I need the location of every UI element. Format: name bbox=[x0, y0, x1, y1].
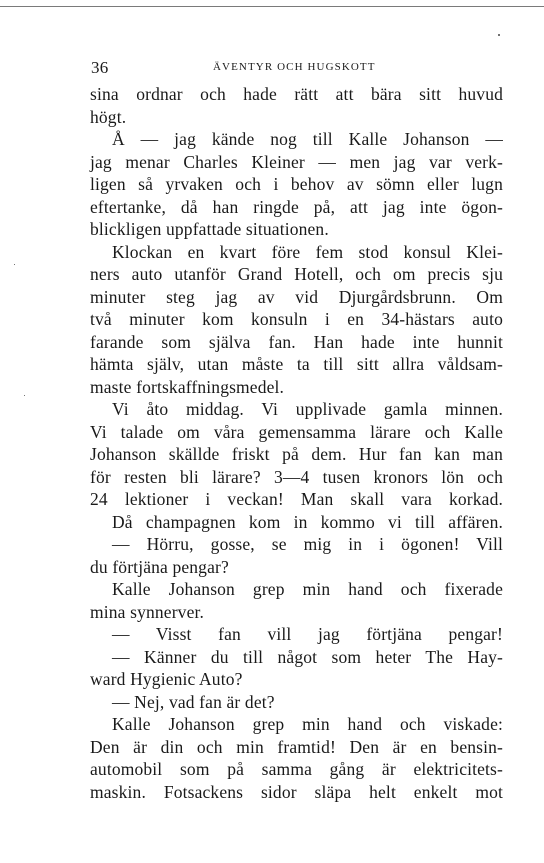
text-line: Vi talade om våra gemensamma lärare och Kalle bbox=[90, 421, 503, 442]
text-line: eftertanke, då han ringde på, att jag inte ögon- bbox=[90, 196, 503, 217]
text-line: ward Hygienic Auto? bbox=[90, 669, 243, 689]
text-line: maste fortskaffningsmedel. bbox=[90, 376, 285, 397]
text-line: du förtjäna pengar? bbox=[90, 556, 229, 577]
text-line: Den är din och min framtid! Den är en bensin- bbox=[90, 736, 503, 757]
text-line: — Visst fan vill jag förtjäna pengar! bbox=[112, 624, 503, 644]
print-speck bbox=[498, 34, 500, 36]
text-line: Kalle Johanson grep min hand och fixerade bbox=[112, 579, 503, 599]
running-title: ÄVENTYR OCH HUGSKOTT bbox=[213, 61, 376, 73]
text-line: två minuter kom konsuln i en 34-hästars auto bbox=[90, 309, 503, 329]
text-line: automobil som på samma gång är elektricitets- bbox=[90, 759, 503, 779]
scan-edge-line bbox=[0, 6, 544, 7]
text-line: 24 lektioner i veckan! Man skall vara korkad. bbox=[90, 489, 503, 509]
text-line: — Hörru, gosse, se mig in i ögonen! Vill bbox=[112, 534, 503, 554]
text-line: farande som själva fan. Han hade inte hunnit bbox=[90, 331, 503, 352]
text-line: ners auto utanför Grand Hotell, och om precis sju bbox=[90, 264, 503, 284]
text-line: hämta själv, utan måste ta till sitt allra våldsam- bbox=[90, 354, 503, 374]
print-speck bbox=[14, 264, 15, 265]
text-line: maskin. Fotsackens sidor släpa helt enkelt mot bbox=[90, 781, 503, 802]
text-line: högt. bbox=[90, 106, 127, 127]
text-line: — Nej, vad fan är det? bbox=[112, 691, 275, 712]
page-header bbox=[91, 56, 503, 76]
body-text bbox=[90, 83, 503, 803]
page-number: 36 bbox=[91, 58, 109, 77]
text-line: mina synnerver. bbox=[90, 601, 205, 622]
text-line: — Känner du till något som heter The Hay- bbox=[112, 646, 503, 667]
text-line: sina ordnar och hade rätt att bära sitt huvud bbox=[90, 84, 503, 104]
text-line: blickligen uppfattade situationen. bbox=[90, 219, 329, 239]
text-line: Klockan en kvart före fem stod konsul Klei- bbox=[112, 241, 503, 262]
text-line: för resten bli lärare? 3—4 tusen kronors lön och bbox=[90, 466, 503, 487]
text-line: jag menar Charles Kleiner — men jag var verk- bbox=[90, 151, 503, 172]
text-line: Vi åto middag. Vi upplivade gamla minnen. bbox=[112, 399, 503, 419]
text-line: minuter steg jag av vid Djurgårdsbrunn. Om bbox=[90, 286, 503, 307]
text-line: Kalle Johanson grep min hand och viskade: bbox=[112, 714, 503, 734]
text-line: Å — jag kände nog till Kalle Johanson — bbox=[112, 129, 503, 149]
print-speck bbox=[24, 395, 25, 396]
text-line: ligen så yrvaken och i behov av sömn eller lugn bbox=[90, 174, 503, 194]
text-line: Då champagnen kom in kommo vi till affären. bbox=[112, 511, 503, 532]
text-line: Johanson skällde friskt på dem. Hur fan kan man bbox=[90, 444, 503, 464]
